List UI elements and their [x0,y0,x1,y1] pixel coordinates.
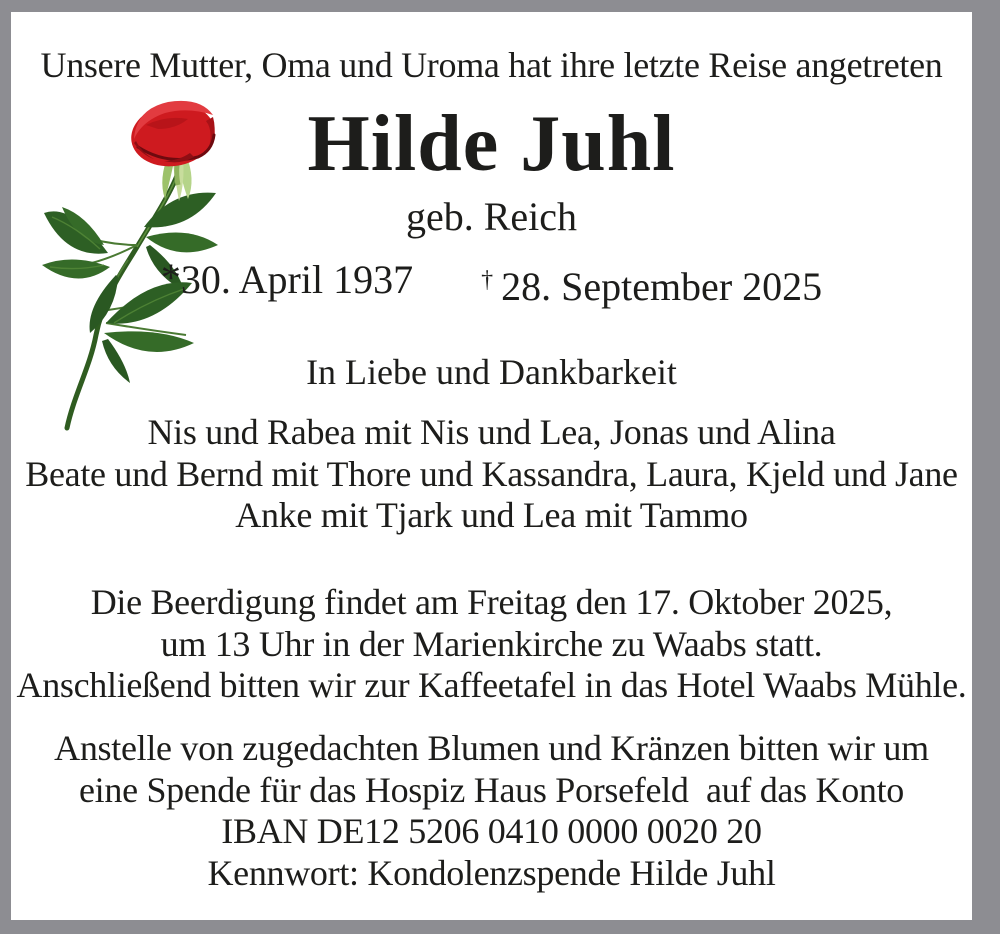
mourners-line: Beate und Bernd mit Thore und Kassandra, Laura, Kjeld und Jane [25,453,958,494]
life-dates [11,254,972,310]
funeral-line: Die Beerdigung findet am Freitag den 17. Oktober 2025, [90,582,893,622]
birth-date: *30. April 1937 [160,254,414,302]
maiden-name: geb. Reich [405,194,578,239]
intro-line: Unsere Mutter, Oma und Uroma hat ihre letzte Reise angetreten [40,45,943,85]
mourners-section [11,412,972,537]
donation-keyword: Kennwort: Kondolenzspende Hilde Juhl [207,852,776,893]
deceased-name: Hilde Juhl [307,100,676,188]
tribute-line: In Liebe und Dankbarkeit [306,352,677,392]
death-cross-symbol: † [481,267,494,293]
donation-line: eine Spende für das Hospiz Haus Porsefeld auf das Konto [79,769,904,810]
death-date: † 28. September 2025 [481,264,823,310]
funeral-info-section [11,582,972,707]
mourners-line: Nis und Rabea mit Nis und Lea, Jonas und Alina [147,412,836,452]
donation-section [11,728,972,894]
donation-line: Anstelle von zugedachten Blumen und Kränzen bitten wir um [54,728,929,768]
obituary-card [11,12,972,920]
mourners-line: Anke mit Tjark und Lea mit Tammo [235,495,748,535]
birth-star-symbol: * [160,254,181,300]
funeral-line: um 13 Uhr in der Marienkirche zu Waabs statt. [160,623,823,664]
donation-iban: IBAN DE12 5206 0410 0000 0020 20 [221,811,762,851]
funeral-line: Anschließend bitten wir zur Kaffeetafel in das Hotel Waabs Mühle. [16,665,967,705]
